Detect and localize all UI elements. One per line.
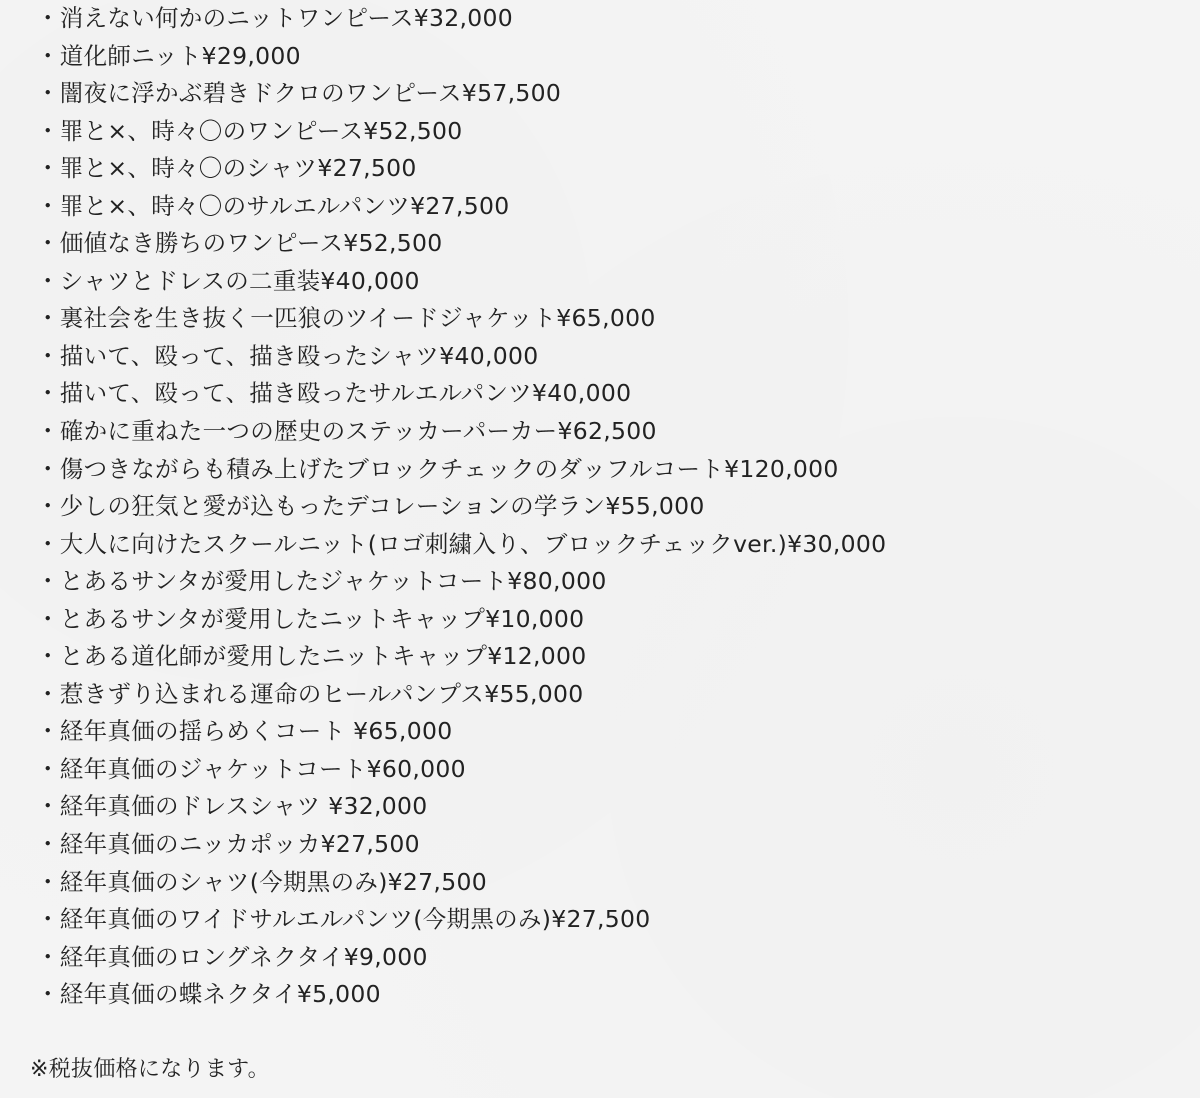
list-item: ・経年真価のドレスシャツ ¥32,000 (36, 792, 428, 821)
list-item: ・シャツとドレスの二重装¥40,000 (36, 266, 420, 295)
list-item: ・道化師ニット¥29,000 (36, 41, 301, 70)
list-item: ・闇夜に浮かぶ碧きドクロのワンピース¥57,500 (36, 79, 562, 108)
list-item: ・経年真価のシャツ(今期黒のみ)¥27,500 (36, 867, 487, 896)
list-item: ・経年真価のロングネクタイ¥9,000 (36, 942, 428, 971)
list-item: ・確かに重ねた一つの歴史のステッカーパーカー¥62,500 (36, 417, 657, 446)
list-item: ・経年真価のワイドサルエルパンツ(今期黒のみ)¥27,500 (36, 905, 651, 934)
list-item: ・とあるサンタが愛用したニットキャップ¥10,000 (36, 604, 585, 633)
list-item: ・罪と×、時々〇のシャツ¥27,500 (36, 154, 417, 183)
tax-footnote: ※税抜価格になります。 (30, 1057, 270, 1082)
list-item: ・罪と×、時々〇のサルエルパンツ¥27,500 (36, 191, 510, 220)
list-item: ・経年真価の揺らめくコート ¥65,000 (36, 717, 453, 746)
list-item: ・裏社会を生き抜く一匹狼のツイードジャケット¥65,000 (36, 304, 656, 333)
list-item: ・描いて、殴って、描き殴ったサルエルパンツ¥40,000 (36, 379, 632, 408)
list-item: ・消えない何かのニットワンピース¥32,000 (36, 4, 514, 32)
list-item: ・価値なき勝ちのワンピース¥52,500 (36, 229, 443, 258)
list-item: ・少しの狂気と愛が込もったデコレーションの学ラン¥55,000 (36, 492, 705, 521)
list-item: ・経年真価の蝶ネクタイ¥5,000 (36, 980, 381, 1009)
list-item: ・とある道化師が愛用したニットキャップ¥12,000 (36, 642, 587, 671)
list-item: ・経年真価のニッカポッカ¥27,500 (36, 830, 420, 859)
list-item: ・経年真価のジャケットコート¥60,000 (36, 754, 466, 783)
list-item: ・惹きずり込まれる運命のヒールパンプス¥55,000 (36, 679, 584, 708)
price-list (36, 0, 886, 1014)
list-item: ・大人に向けたスクールニット(ロゴ刺繍入り、ブロックチェックver.)¥30,000 (36, 529, 887, 558)
list-item: ・描いて、殴って、描き殴ったシャツ¥40,000 (36, 341, 539, 370)
list-item: ・傷つきながらも積み上げたブロックチェックのダッフルコート¥120,000 (36, 454, 839, 483)
list-item: ・罪と×、時々〇のワンピース¥52,500 (36, 116, 463, 145)
list-item: ・とあるサンタが愛用したジャケットコート¥80,000 (36, 567, 607, 596)
